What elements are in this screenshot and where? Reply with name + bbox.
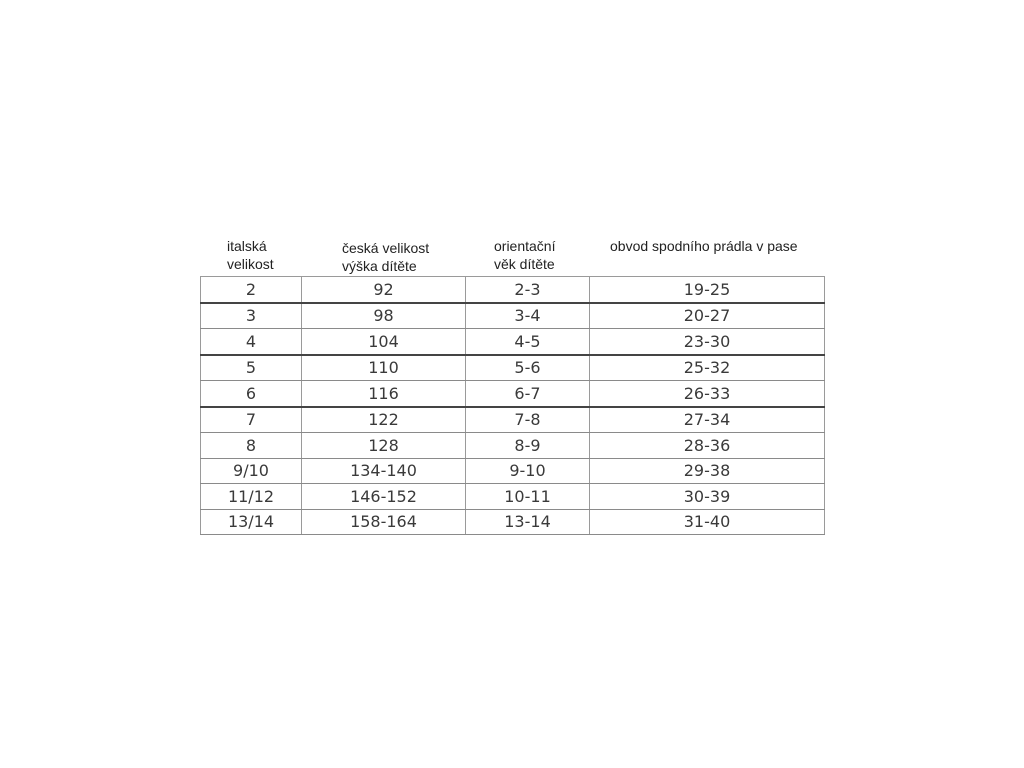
table-row (201, 509, 825, 535)
table-row (201, 329, 825, 355)
cell-italian-size: 7 (201, 407, 302, 433)
header-age (494, 237, 555, 273)
table-row (201, 381, 825, 407)
cell-age: 13-14 (466, 509, 590, 535)
cell-waist: 29-38 (590, 458, 825, 484)
cell-italian-size: 6 (201, 381, 302, 407)
cell-waist: 19-25 (590, 277, 825, 303)
cell-waist: 26-33 (590, 381, 825, 407)
table-row (201, 458, 825, 484)
cell-age: 3-4 (466, 303, 590, 329)
cell-czech-size: 98 (302, 303, 466, 329)
cell-italian-size: 9/10 (201, 458, 302, 484)
table-row (201, 355, 825, 381)
header-line: orientační (494, 238, 556, 254)
cell-czech-size: 146-152 (302, 484, 466, 510)
cell-czech-size: 92 (302, 277, 466, 303)
cell-waist: 20-27 (590, 303, 825, 329)
table-row (201, 484, 825, 510)
table-row (201, 277, 825, 303)
cell-czech-size: 110 (302, 355, 466, 381)
cell-waist: 23-30 (590, 329, 825, 355)
header-line: obvod spodního prádla v pase (610, 238, 798, 254)
cell-age: 5-6 (466, 355, 590, 381)
cell-italian-size: 11/12 (201, 484, 302, 510)
table-row (201, 303, 825, 329)
cell-italian-size: 8 (201, 433, 302, 459)
cell-age: 10-11 (466, 484, 590, 510)
cell-italian-size: 13/14 (201, 509, 302, 535)
cell-italian-size: 2 (201, 277, 302, 303)
size-table (200, 276, 825, 535)
header-italian-size (227, 237, 274, 273)
cell-waist: 25-32 (590, 355, 825, 381)
header-line: česká velikost (342, 240, 430, 256)
cell-age: 7-8 (466, 407, 590, 433)
cell-waist: 31-40 (590, 509, 825, 535)
cell-italian-size: 3 (201, 303, 302, 329)
cell-age: 2-3 (466, 277, 590, 303)
header-line: velikost (227, 256, 274, 272)
cell-waist: 30-39 (590, 484, 825, 510)
cell-age: 4-5 (466, 329, 590, 355)
table-row (201, 407, 825, 433)
cell-czech-size: 122 (302, 407, 466, 433)
cell-czech-size: 158-164 (302, 509, 466, 535)
cell-czech-size: 116 (302, 381, 466, 407)
header-line: věk dítěte (494, 256, 555, 272)
cell-waist: 28-36 (590, 433, 825, 459)
header-line: výška dítěte (342, 258, 417, 274)
cell-czech-size: 128 (302, 433, 466, 459)
table-row (201, 433, 825, 459)
cell-czech-size: 134-140 (302, 458, 466, 484)
cell-age: 8-9 (466, 433, 590, 459)
header-czech-size (342, 239, 429, 275)
cell-waist: 27-34 (590, 407, 825, 433)
header-line: italská (227, 238, 267, 254)
cell-age: 9-10 (466, 458, 590, 484)
header-waist (610, 237, 798, 255)
cell-italian-size: 4 (201, 329, 302, 355)
cell-age: 6-7 (466, 381, 590, 407)
cell-czech-size: 104 (302, 329, 466, 355)
cell-italian-size: 5 (201, 355, 302, 381)
